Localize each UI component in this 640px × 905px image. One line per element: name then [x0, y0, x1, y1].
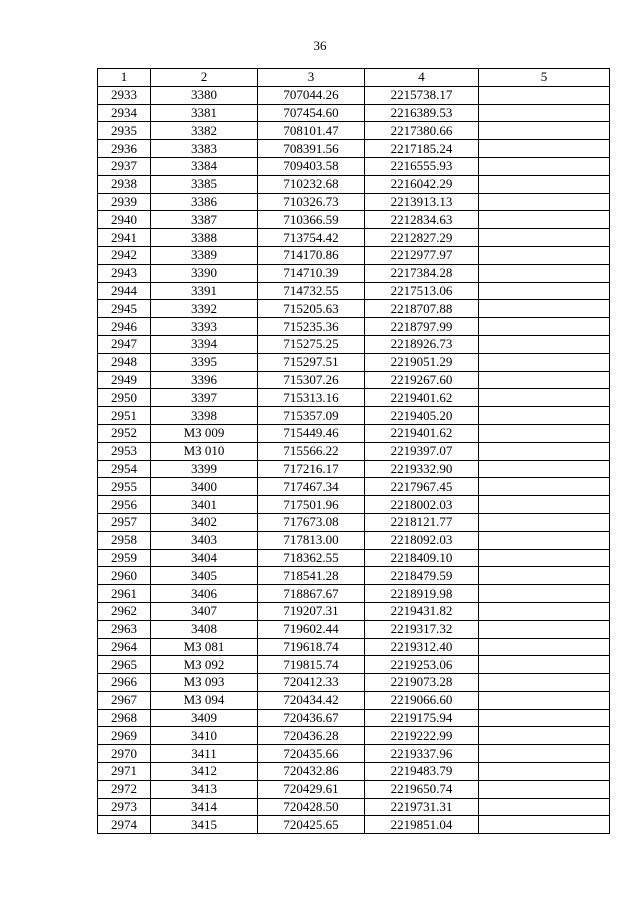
table-cell: [479, 585, 610, 603]
table-cell: 2218919.98: [365, 585, 479, 603]
table-cell: 2219312.40: [365, 638, 479, 656]
table-row: [98, 763, 610, 781]
table-cell: [479, 656, 610, 674]
coordinates-table: [97, 68, 610, 834]
table-cell: 2973: [98, 798, 151, 816]
table-row: [98, 353, 610, 371]
table-cell: 2219405.20: [365, 407, 479, 425]
table-cell: 2219650.74: [365, 780, 479, 798]
table-cell: [479, 86, 610, 104]
table-cell: [479, 567, 610, 585]
table-cell: 2942: [98, 246, 151, 264]
table-cell: 2941: [98, 229, 151, 247]
table-cell: [479, 371, 610, 389]
table-cell: [479, 602, 610, 620]
table-cell: 715297.51: [258, 353, 365, 371]
table-cell: 715205.63: [258, 300, 365, 318]
table-cell: 2219222.99: [365, 727, 479, 745]
table-cell: 717813.00: [258, 531, 365, 549]
table-cell: [479, 264, 610, 282]
table-row: [98, 86, 610, 104]
table-cell: 715307.26: [258, 371, 365, 389]
table-cell: 2216555.93: [365, 157, 479, 175]
table-cell: [479, 157, 610, 175]
table-cell: 717467.34: [258, 478, 365, 496]
table-cell: 2219066.60: [365, 691, 479, 709]
table-cell: 2219397.07: [365, 442, 479, 460]
table-cell: [479, 353, 610, 371]
page-number: 36: [313, 38, 327, 53]
table-cell: 2219332.90: [365, 460, 479, 478]
table-cell: 714710.39: [258, 264, 365, 282]
table-cell: 3387: [151, 211, 258, 229]
table-row: [98, 157, 610, 175]
table-cell: 3388: [151, 229, 258, 247]
table-cell: 3390: [151, 264, 258, 282]
table-row: [98, 389, 610, 407]
table-cell: 2967: [98, 691, 151, 709]
table-cell: 3402: [151, 513, 258, 531]
table-cell: МЗ 010: [151, 442, 258, 460]
table-cell: 718541.28: [258, 567, 365, 585]
table-cell: 2953: [98, 442, 151, 460]
table-cell: 708101.47: [258, 122, 365, 140]
table-cell: 720436.28: [258, 727, 365, 745]
table-cell: [479, 104, 610, 122]
table-cell: 2971: [98, 763, 151, 781]
table-cell: 720412.33: [258, 674, 365, 692]
table-cell: 2935: [98, 122, 151, 140]
table-cell: МЗ 009: [151, 424, 258, 442]
table-cell: 2959: [98, 549, 151, 567]
table-cell: 714732.55: [258, 282, 365, 300]
table-cell: 3403: [151, 531, 258, 549]
table-cell: 709403.58: [258, 157, 365, 175]
table-row: [98, 140, 610, 158]
table-cell: 720434.42: [258, 691, 365, 709]
table-cell: 2961: [98, 585, 151, 603]
column-header: 4: [365, 69, 479, 87]
table-cell: [479, 193, 610, 211]
table-cell: 2218002.03: [365, 496, 479, 514]
table-row: [98, 335, 610, 353]
column-header: 1: [98, 69, 151, 87]
column-header: 2: [151, 69, 258, 87]
table-cell: [479, 727, 610, 745]
table-cell: 2219317.32: [365, 620, 479, 638]
table-row: [98, 745, 610, 763]
table-cell: 2968: [98, 709, 151, 727]
table-row: [98, 371, 610, 389]
table-row: [98, 175, 610, 193]
table-cell: 2219851.04: [365, 816, 479, 834]
table-cell: 2955: [98, 478, 151, 496]
table-row: [98, 567, 610, 585]
table-cell: 2216389.53: [365, 104, 479, 122]
table-cell: 3406: [151, 585, 258, 603]
table-cell: 2951: [98, 407, 151, 425]
table-row: [98, 727, 610, 745]
table-row: [98, 460, 610, 478]
table-row: [98, 585, 610, 603]
table-cell: [479, 478, 610, 496]
table-cell: 2952: [98, 424, 151, 442]
table-cell: [479, 140, 610, 158]
table-cell: 2218409.10: [365, 549, 479, 567]
table-cell: 2974: [98, 816, 151, 834]
table-cell: 3411: [151, 745, 258, 763]
table-row: [98, 602, 610, 620]
table-cell: 3397: [151, 389, 258, 407]
table-cell: 2219073.28: [365, 674, 479, 692]
table-cell: 2219431.82: [365, 602, 479, 620]
table-cell: [479, 549, 610, 567]
table-row: [98, 229, 610, 247]
table-cell: 3405: [151, 567, 258, 585]
table-cell: [479, 122, 610, 140]
table-cell: 2948: [98, 353, 151, 371]
table-cell: 3382: [151, 122, 258, 140]
column-header: 5: [479, 69, 610, 87]
table-row: [98, 496, 610, 514]
table-row: [98, 264, 610, 282]
table-cell: 2940: [98, 211, 151, 229]
table-cell: 3381: [151, 104, 258, 122]
table-row: [98, 193, 610, 211]
table-cell: [479, 709, 610, 727]
table-row: [98, 656, 610, 674]
table-cell: [479, 229, 610, 247]
table-cell: 2960: [98, 567, 151, 585]
table-row: [98, 798, 610, 816]
table-cell: [479, 745, 610, 763]
table-cell: 3380: [151, 86, 258, 104]
table-cell: 3391: [151, 282, 258, 300]
table-row: [98, 780, 610, 798]
table-body: [98, 86, 610, 833]
table-cell: [479, 407, 610, 425]
table-cell: 3408: [151, 620, 258, 638]
table-cell: 720435.66: [258, 745, 365, 763]
table-cell: 2943: [98, 264, 151, 282]
table-cell: 3386: [151, 193, 258, 211]
table-cell: 715313.16: [258, 389, 365, 407]
table-cell: 3399: [151, 460, 258, 478]
table-cell: 3414: [151, 798, 258, 816]
table-row: [98, 211, 610, 229]
table-cell: 717216.17: [258, 460, 365, 478]
table-cell: 2217967.45: [365, 478, 479, 496]
table-cell: 713754.42: [258, 229, 365, 247]
table-cell: 2217384.28: [365, 264, 479, 282]
table-cell: 2218092.03: [365, 531, 479, 549]
table-cell: 2965: [98, 656, 151, 674]
table-cell: 3415: [151, 816, 258, 834]
table-cell: [479, 335, 610, 353]
table-cell: [479, 798, 610, 816]
table-cell: 2934: [98, 104, 151, 122]
table-cell: МЗ 094: [151, 691, 258, 709]
table-cell: 2970: [98, 745, 151, 763]
table-cell: 715566.22: [258, 442, 365, 460]
table-cell: 2964: [98, 638, 151, 656]
table-cell: 3401: [151, 496, 258, 514]
table-cell: 3389: [151, 246, 258, 264]
table-row: [98, 442, 610, 460]
table-cell: [479, 442, 610, 460]
table-cell: [479, 816, 610, 834]
table-cell: [479, 674, 610, 692]
table-cell: 3394: [151, 335, 258, 353]
table-cell: 2218926.73: [365, 335, 479, 353]
table-cell: 3409: [151, 709, 258, 727]
table-cell: 2218797.99: [365, 318, 479, 336]
table-cell: 3396: [151, 371, 258, 389]
table-cell: 2219337.96: [365, 745, 479, 763]
table-cell: [479, 175, 610, 193]
table-cell: 3400: [151, 478, 258, 496]
table-row: [98, 513, 610, 531]
table-cell: [479, 780, 610, 798]
table-cell: 2966: [98, 674, 151, 692]
table-cell: 719815.74: [258, 656, 365, 674]
table-cell: [479, 620, 610, 638]
table-cell: 2972: [98, 780, 151, 798]
table-cell: 2958: [98, 531, 151, 549]
table-cell: 2933: [98, 86, 151, 104]
table-cell: 715235.36: [258, 318, 365, 336]
table-cell: 718362.55: [258, 549, 365, 567]
table-cell: 719618.74: [258, 638, 365, 656]
table-cell: [479, 211, 610, 229]
table-cell: [479, 424, 610, 442]
table-cell: 2217185.24: [365, 140, 479, 158]
table-cell: 715357.09: [258, 407, 365, 425]
table-cell: 2215738.17: [365, 86, 479, 104]
table-cell: 720425.65: [258, 816, 365, 834]
table-cell: 3404: [151, 549, 258, 567]
table-cell: [479, 531, 610, 549]
table-cell: 2949: [98, 371, 151, 389]
table-cell: 3393: [151, 318, 258, 336]
table-row: [98, 407, 610, 425]
table-cell: [479, 246, 610, 264]
table-cell: 710366.59: [258, 211, 365, 229]
table-cell: [479, 638, 610, 656]
table-cell: 714170.86: [258, 246, 365, 264]
table-cell: 2957: [98, 513, 151, 531]
table-row: [98, 478, 610, 496]
column-header: 3: [258, 69, 365, 87]
table-cell: 2219175.94: [365, 709, 479, 727]
table-cell: МЗ 081: [151, 638, 258, 656]
table-cell: 2216042.29: [365, 175, 479, 193]
table-cell: [479, 389, 610, 407]
table-cell: 720428.50: [258, 798, 365, 816]
table-cell: 2219051.29: [365, 353, 479, 371]
table-cell: 707044.26: [258, 86, 365, 104]
table-cell: [479, 513, 610, 531]
table-row: [98, 122, 610, 140]
table-cell: 3383: [151, 140, 258, 158]
table-row: [98, 531, 610, 549]
table-cell: 2219401.62: [365, 424, 479, 442]
table-row: [98, 709, 610, 727]
table-cell: 708391.56: [258, 140, 365, 158]
table-cell: 3398: [151, 407, 258, 425]
table-cell: 707454.60: [258, 104, 365, 122]
table-cell: 720429.61: [258, 780, 365, 798]
table-cell: 2938: [98, 175, 151, 193]
table-cell: 715275.25: [258, 335, 365, 353]
table-cell: [479, 691, 610, 709]
table-cell: 2218479.59: [365, 567, 479, 585]
table-cell: 3385: [151, 175, 258, 193]
table-row: [98, 816, 610, 834]
table-cell: 2969: [98, 727, 151, 745]
table-cell: [479, 496, 610, 514]
table-cell: МЗ 093: [151, 674, 258, 692]
table-cell: 3395: [151, 353, 258, 371]
table-cell: 2944: [98, 282, 151, 300]
table-row: [98, 300, 610, 318]
table-cell: 710326.73: [258, 193, 365, 211]
table-cell: 2956: [98, 496, 151, 514]
table-cell: 2218707.88: [365, 300, 479, 318]
table-cell: [479, 763, 610, 781]
table-row: [98, 424, 610, 442]
table-cell: 2936: [98, 140, 151, 158]
table-cell: 3407: [151, 602, 258, 620]
table-row: [98, 282, 610, 300]
table-row: [98, 549, 610, 567]
table-cell: 3413: [151, 780, 258, 798]
table-cell: 717501.96: [258, 496, 365, 514]
table-cell: 2946: [98, 318, 151, 336]
table-row: [98, 318, 610, 336]
table-cell: 2217380.66: [365, 122, 479, 140]
table-cell: 717673.08: [258, 513, 365, 531]
table-cell: 2212977.97: [365, 246, 479, 264]
table-cell: 2947: [98, 335, 151, 353]
table-cell: МЗ 092: [151, 656, 258, 674]
table-row: [98, 674, 610, 692]
table-cell: 2219401.62: [365, 389, 479, 407]
table-cell: 719207.31: [258, 602, 365, 620]
table-cell: 2950: [98, 389, 151, 407]
table-cell: 2963: [98, 620, 151, 638]
table-cell: 2218121.77: [365, 513, 479, 531]
table-cell: [479, 318, 610, 336]
table-cell: 2213913.13: [365, 193, 479, 211]
header-row: [98, 69, 610, 87]
table-row: [98, 246, 610, 264]
table-row: [98, 104, 610, 122]
table-cell: 2212827.29: [365, 229, 479, 247]
table-cell: [479, 460, 610, 478]
table-cell: 2939: [98, 193, 151, 211]
table-cell: 718867.67: [258, 585, 365, 603]
table-cell: 3392: [151, 300, 258, 318]
table-cell: 2217513.06: [365, 282, 479, 300]
table-cell: 2212834.63: [365, 211, 479, 229]
table-cell: 3384: [151, 157, 258, 175]
table-cell: 2219253.06: [365, 656, 479, 674]
table-row: [98, 691, 610, 709]
table-cell: 2937: [98, 157, 151, 175]
table-row: [98, 638, 610, 656]
table-cell: 2219731.31: [365, 798, 479, 816]
table-cell: 710232.68: [258, 175, 365, 193]
table-cell: [479, 282, 610, 300]
table-cell: 2219267.60: [365, 371, 479, 389]
table-cell: 2219483.79: [365, 763, 479, 781]
table-cell: 3412: [151, 763, 258, 781]
table-cell: 715449.46: [258, 424, 365, 442]
table-cell: 2962: [98, 602, 151, 620]
table-row: [98, 620, 610, 638]
table-cell: [479, 300, 610, 318]
table-cell: 3410: [151, 727, 258, 745]
table-cell: 720436.67: [258, 709, 365, 727]
table-cell: 2945: [98, 300, 151, 318]
table-cell: 719602.44: [258, 620, 365, 638]
table-cell: 720432.86: [258, 763, 365, 781]
table-cell: 2954: [98, 460, 151, 478]
